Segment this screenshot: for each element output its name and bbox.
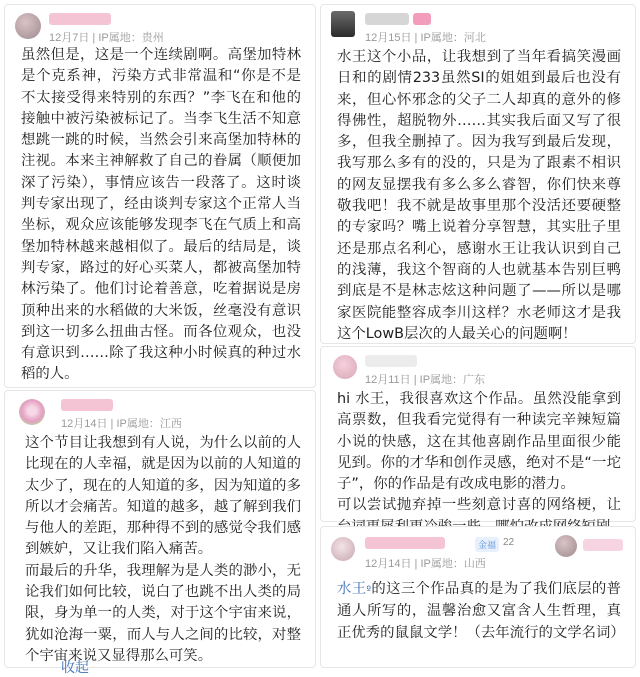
username-blurred[interactable] <box>365 13 409 25</box>
comment-location: IP属地：贵州 <box>98 32 164 44</box>
collapse-link[interactable]: 收起 <box>61 660 89 676</box>
separator: | <box>414 558 418 570</box>
username-blurred[interactable] <box>61 399 113 411</box>
comment-meta <box>49 29 164 45</box>
user-avatar[interactable] <box>331 11 355 37</box>
user-avatar[interactable] <box>333 355 357 379</box>
comment-text: 虽然但是，这是一个连续剧啊。高堡加特林是个克系神，污染方式非常温和“你是不是不太接受得来特别的东西？”李飞在和他的接触中被污染被标记了。当李飞生活不知意想跳一跳的时候，当然会引来高堡加特林的注视。本来主神解救了自己的眷属（顺便加深了污染），事情应该告一段落了。这时谈判专家出现了，经由谈判专家这个正常人当坐标，观众应该能够发现李飞在气质上和高堡加特林越来越相似了。最后的结局是，谈判专家，路过的好心买菜人，都被高堡加特林污染了。他们讨论着善意，吃着据说是房顶种出来的水稻做的大米饭，丝毫没有意识到这一切多么扭曲古怪。而各位观众，也没有意识到……除了我这种小时候真的种过水稻的人。 <box>21 47 301 383</box>
comment-text-body: 的这三个作品真的是为了我们底层的普通人所写的，温馨治愈又富含人生哲理，真正优秀的鼠鼠文学！（去年流行的文学名词） <box>337 581 625 641</box>
comment-date: 12月14日 <box>61 418 108 430</box>
comment-header <box>321 347 635 391</box>
comment-header <box>321 5 635 49</box>
comment-text: 这个节目让我想到有人说，为什么以前的人比现在的人幸福，就是因为以前的人知道的太少了，现在的人知道的多，因为知道的多所以才会痛苦。知道的越多，越了解到我们与他人的差距，那种得不到的感觉令我们感到嫉妒，又让我们陷入痛苦。 而最后的升华，我理解为是人类的渺小，无论我们如何比较，说白了也跳不出人类的局限，身为单一的人类，对于这个宇宙来说，犹如沧海一粟，而人与人之间的比较，对整个宇宙来说又显得那么可笑。 <box>25 435 301 664</box>
username-blurred[interactable] <box>583 539 623 551</box>
comment-date: 12月15日 <box>365 32 412 44</box>
comment-date: 12月7日 <box>49 32 90 44</box>
comment-meta <box>365 371 485 387</box>
comment-meta <box>61 415 182 431</box>
comment-location: IP属地：广东 <box>419 374 486 386</box>
user-avatar[interactable] <box>331 537 355 561</box>
user-avatar[interactable] <box>19 399 45 425</box>
comment-card <box>4 390 316 676</box>
comment-header <box>5 391 315 435</box>
separator: | <box>413 374 417 386</box>
mention-icon: º <box>366 585 372 596</box>
fan-badge-count: 22 <box>503 537 515 548</box>
mention-link[interactable]: 水王 <box>337 581 367 597</box>
comment-card <box>320 526 636 668</box>
user-avatar[interactable] <box>15 13 41 39</box>
comment-meta <box>365 555 486 571</box>
comment-date: 12月14日 <box>365 558 412 570</box>
separator: | <box>110 418 114 430</box>
username-blurred[interactable] <box>365 355 417 367</box>
comment-date: 12月11日 <box>365 374 411 386</box>
username-blurred[interactable] <box>365 537 445 549</box>
comment-location: IP属地：江西 <box>116 418 182 430</box>
comment-header <box>321 527 635 571</box>
comment-text <box>337 579 625 644</box>
separator: | <box>414 32 418 44</box>
separator: | <box>92 32 96 44</box>
comment-header <box>5 5 315 49</box>
comment-location: IP属地：山西 <box>420 558 486 570</box>
comment-card <box>4 4 316 388</box>
comment-text: hi 水王，我很喜欢这个作品。虽然没能拿到高票数，但我看完觉得有一种读完辛辣短篇小说的快感，这在其他喜剧作品里面很少能见到。你的才华和创作灵感，绝对不是“一坨子”，你的作品是有改成电影的潜力。 可以尝试抛弃掉一些刻意讨喜的网络梗，让 <box>337 391 621 514</box>
comment-location: IP属地：河北 <box>420 32 486 44</box>
user-badge <box>413 13 431 25</box>
comment-text: 水王这个小品，让我想到了当年看搞笑漫画日和的剧情233虽然SI的姐姐到最后也没有来，但心怀邪念的父子二人却真的意外的修得佛性，超脱物外……其实我后面又写了很多，但我全删掉了。因为我写到最后发现，我写那么多有的没的，只是为了跟素不相识的网友显摆我有多么多么睿智，你们快来尊敬我吧！我不就是故事里那个没活还要硬整的专家吗？嘴上说着分享智慧，其实肚子里还是那点名利心，感谢水王让我认识到自己的浅薄，我这个智商的人也就基本告别巨鸭到底是不是林志炫这种问题了——所以是哪家医院能整容成李川这样？水老师这才是我这个LowB层次的人最关心的问题啊！ <box>337 49 621 342</box>
secondary-avatar[interactable] <box>555 535 577 557</box>
comment-card <box>320 346 636 522</box>
fan-badge: 金福 <box>475 537 499 552</box>
comment-card <box>320 4 636 344</box>
username-blurred[interactable] <box>49 13 111 25</box>
comment-meta <box>365 29 486 45</box>
